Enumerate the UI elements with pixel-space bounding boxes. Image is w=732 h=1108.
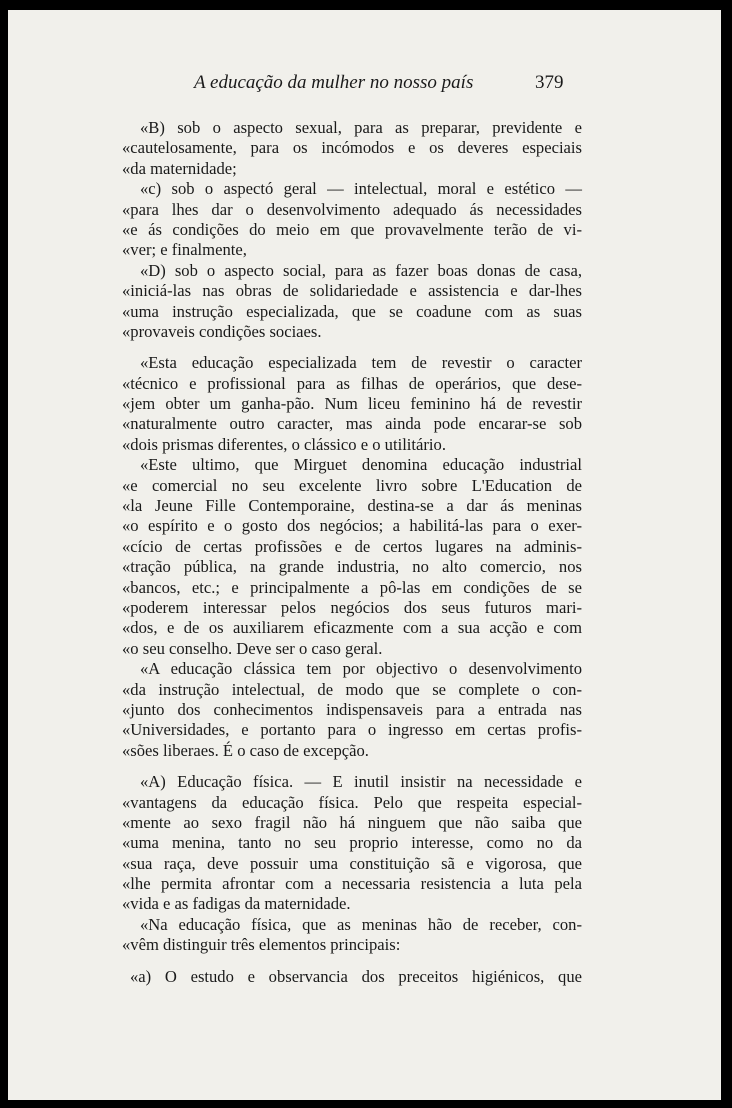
- text-line: «naturalmente outro caracter, mas ainda pode encarar-se sob: [122, 414, 582, 434]
- paragraph-block-physical-education: [122, 772, 582, 956]
- text-line: «tração pública, na grande industria, no alto comercio, nos: [122, 557, 582, 577]
- text-line: «cício de certas profissões e de certos lugares na adminis-: [122, 536, 582, 556]
- text-line: «sões liberaes. É o caso de excepção.: [122, 740, 369, 760]
- text-line: «c) sob o aspectó geral — intelectual, moral e estético —: [140, 179, 582, 199]
- text-line: «A educação clássica tem por objectivo o desenvolvimento: [140, 659, 582, 679]
- text-line: «vêm distinguir três elementos principais:: [122, 935, 401, 955]
- text-line: «o espírito e o gosto dos negócios; a habilitá-las para o exer-: [122, 516, 582, 536]
- text-line: «vida e as fadigas da maternidade.: [122, 894, 351, 914]
- text-line: «bancos, etc.; e principalmente a pô-las em condições de se: [122, 577, 582, 597]
- running-head: [8, 72, 721, 102]
- body-text: [122, 118, 582, 987]
- text-line: «da maternidade;: [122, 158, 237, 178]
- text-line: «lhe permita afrontar com a necessaria resistencia a luta pela: [122, 874, 582, 894]
- text-line: «para lhes dar o desenvolvimento adequado ás necessidades: [122, 199, 582, 219]
- text-line: «dos, e de os auxiliarem eficazmente com a sua acção e com: [122, 618, 582, 638]
- text-line: «uma instrução especializada, que se coadune com as suas: [122, 301, 582, 321]
- text-line: «Este ultimo, que Mirguet denomina educação industrial: [140, 455, 582, 475]
- text-line: «Na educação física, que as meninas hão de receber, con-: [140, 914, 582, 934]
- paragraph-block-education: [122, 353, 582, 761]
- text-line: «junto dos conhecimentos indispensaveis para a entrada nas: [122, 699, 582, 719]
- text-line: «e ás condições do meio em que provavelmente terão de vi-: [122, 219, 582, 239]
- text-line: «Universidades, e portanto para o ingresso em certas profis-: [122, 720, 582, 740]
- text-line: «B) sob o aspecto sexual, para as preparar, previdente e: [140, 118, 582, 137]
- text-line: «o seu conselho. Deve ser o caso geral.: [122, 638, 383, 658]
- text-line: «jem obter um ganha-pão. Num liceu feminino há de revestir: [122, 394, 582, 414]
- text-line: «vantagens da educação física. Pelo que respeita especial-: [122, 792, 582, 812]
- text-line: «uma menina, tanto no seu proprio interesse, como no da: [122, 833, 582, 853]
- text-line: «da instrução intelectual, de modo que se complete o con-: [122, 679, 582, 699]
- text-line: «la Jeune Fille Contemporaine, destina-se a dar ás meninas: [122, 496, 582, 516]
- text-line: «ver; e finalmente,: [122, 240, 247, 260]
- text-line: «e comercial no seu excelente livro sobre L'Education de: [122, 475, 582, 495]
- text-line: «Esta educação especializada tem de revestir o caracter: [140, 353, 582, 373]
- text-line: «A) Educação física. — E inutil insistir na necessidade e: [140, 772, 582, 792]
- text-line: «provaveis condições sociaes.: [122, 321, 322, 341]
- text-line: «cautelosamente, para os incómodos e os deveres especiais: [122, 138, 582, 158]
- text-line: «a) O estudo e observancia dos preceitos higiénicos, que: [130, 966, 582, 986]
- running-title: A educação da mulher no nosso país: [194, 72, 474, 93]
- text-line: «mente ao sexo fragil não há ninguem que não saiba que: [122, 812, 582, 832]
- text-line: «poderem interessar pelos negócios dos seus futuros mari-: [122, 597, 582, 617]
- text-line: «sua raça, deve possuir uma constituição sã e vigorosa, que: [122, 853, 582, 873]
- book-page: [8, 10, 721, 1100]
- text-line: «D) sob o aspecto social, para as fazer boas donas de casa,: [140, 260, 582, 280]
- text-line: «iniciá-las nas obras de solidariedade e assistencia e dar-lhes: [122, 281, 582, 301]
- text-line: «técnico e profissional para as filhas de operários, que dese-: [122, 373, 582, 393]
- page-number: 379: [535, 72, 564, 93]
- text-line: «dois prismas diferentes, o clássico e o utilitário.: [122, 434, 446, 454]
- paragraph-block-aspects: [122, 118, 582, 342]
- paragraph-block-hygiene: [122, 967, 582, 987]
